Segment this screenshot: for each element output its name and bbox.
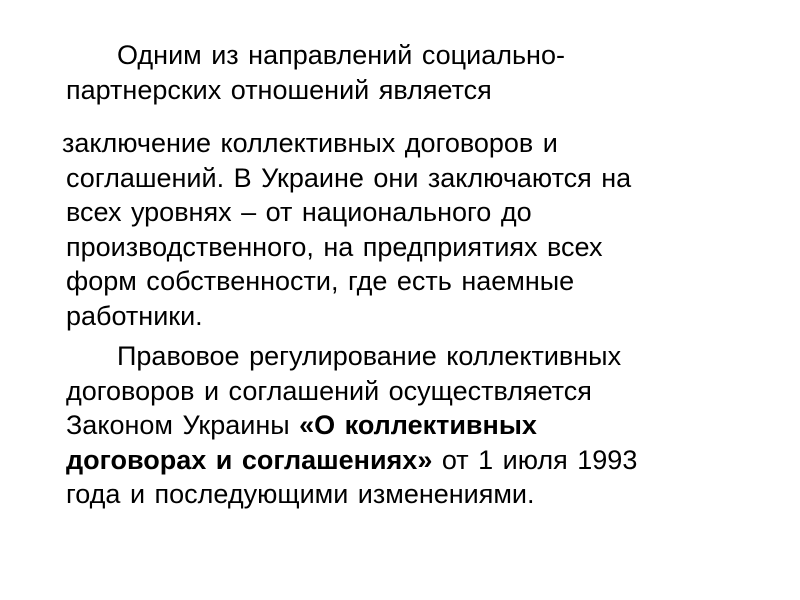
paragraph-3-line-4 — [66, 443, 746, 478]
law-date-text: от 1 июля 1993 — [432, 444, 638, 475]
paragraph-2-line-1: заключение коллективных договоров и — [62, 128, 558, 158]
paragraph-2-line-4: производственного, на предприятиях всех — [66, 231, 603, 262]
paragraph-2-line-2: соглашений. В Украине они заключаются на — [66, 162, 632, 193]
law-reference-text: Законом Украины — [66, 410, 300, 440]
paragraph-3-line-1: Правовое регулирование коллективных — [117, 341, 622, 371]
paragraph-3-line-2: договоров и соглашений осуществляется — [66, 375, 592, 406]
law-title-part-1: «О коллективных — [299, 410, 537, 440]
slide-text — [62, 38, 746, 512]
paragraph-3-line-5: года и последующими изменениями. — [66, 479, 535, 509]
paragraph-2-line-6: работники. — [66, 300, 203, 331]
paragraph-2-line-3: всех уровнях – от национального до — [66, 197, 532, 227]
paragraph-1-line-1: Одним из направлений социально- — [117, 40, 565, 70]
paragraph-3-line-3 — [66, 408, 746, 443]
paragraph-2-line-5: форм собственности, где есть наемные — [66, 266, 575, 296]
law-title-part-2: договорах и соглашениях» — [66, 444, 433, 475]
paragraph-1-line-2: партнерских отношений является — [66, 74, 492, 105]
